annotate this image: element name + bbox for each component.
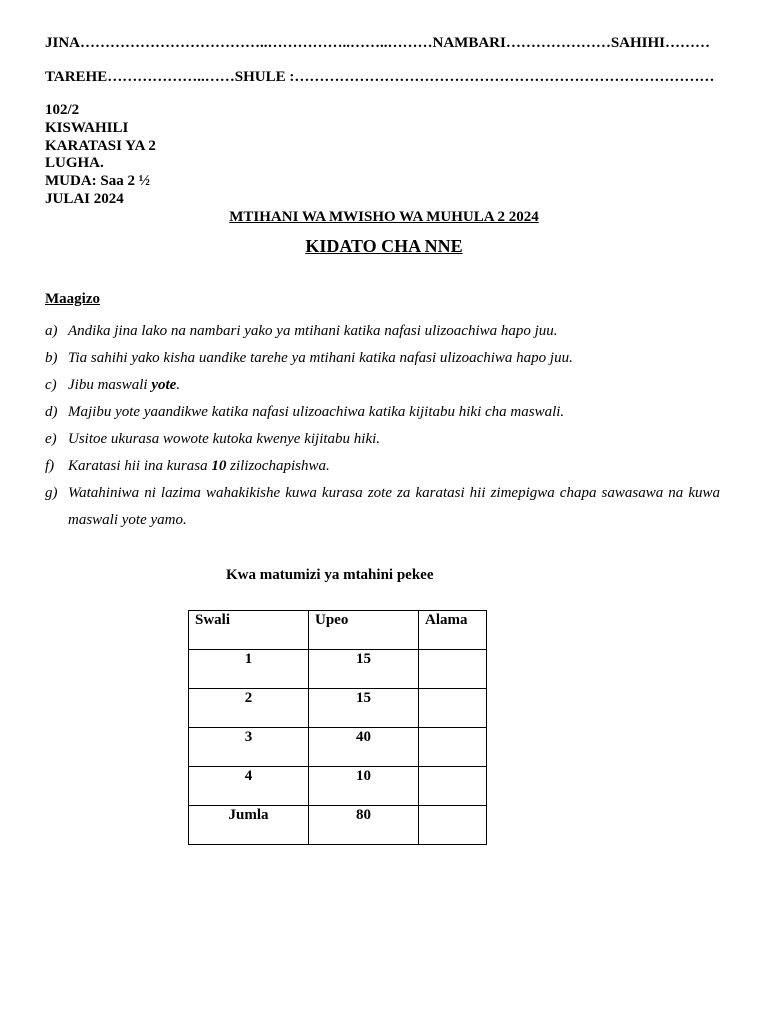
instruction-item [45, 399, 720, 426]
total-label-cell: Jumla [189, 806, 309, 845]
marks-table [188, 610, 487, 845]
instruction-emphasis: yote [151, 377, 177, 393]
marks-header-row [189, 611, 487, 650]
instruction-letter: b) [45, 350, 58, 366]
instruction-letter: d) [45, 404, 58, 420]
question-column-header: Swali [189, 611, 309, 650]
instruction-letter: g) [45, 485, 58, 501]
instruction-text: Usitoe ukurasa wowote kutoka kwenye kijitabu hiki. [68, 431, 381, 447]
instruction-item [45, 318, 720, 345]
instruction-text [68, 372, 720, 399]
max-marks-cell: 15 [309, 650, 419, 689]
instructions-heading: Maagizo [45, 291, 100, 307]
form-title: KIDATO CHA NNE [305, 236, 463, 256]
date-school-line[interactable]: TAREHE………………..……SHULE :………………………………………………………………………… [45, 69, 715, 85]
score-cell[interactable] [419, 650, 487, 689]
max-marks-cell: 40 [309, 728, 419, 767]
instruction-item [45, 345, 720, 372]
max-marks-cell: 15 [309, 689, 419, 728]
total-max-marks-cell: 80 [309, 806, 419, 845]
paper-number: KARATASI YA 2 [45, 137, 156, 154]
instruction-text [68, 453, 720, 480]
name-number-signature-line[interactable]: JINA………………………………..……………..……..………NAMBARI…………………SAHIHI……… [45, 35, 711, 51]
instruction-letter: a) [45, 323, 58, 339]
paper-topic: LUGHA. [45, 155, 104, 172]
instruction-text: Tia sahihi yako kisha uandike tarehe ya mtihani katika nafasi ulizoachiwa hapo juu. [68, 350, 573, 366]
instruction-text-end: . [176, 377, 181, 393]
instruction-letter: e) [45, 431, 57, 447]
exam-date: JULAI 2024 [45, 190, 124, 207]
instruction-text-start: Jibu maswali [68, 377, 152, 393]
table-row [189, 728, 487, 767]
instruction-item [45, 426, 720, 453]
instruction-item [45, 480, 720, 534]
instruction-item [45, 372, 720, 399]
instruction-item [45, 453, 720, 480]
question-number-cell: 2 [189, 689, 309, 728]
instruction-text: Majibu yote yaandikwe katika nafasi ulizoachiwa katika kijitabu hiki cha maswali. [68, 404, 565, 420]
score-cell[interactable] [419, 728, 487, 767]
total-score-cell[interactable] [419, 806, 487, 845]
question-number-cell: 3 [189, 728, 309, 767]
paper-code: 102/2 [45, 102, 80, 118]
instruction-letter: c) [45, 377, 57, 393]
score-cell[interactable] [419, 689, 487, 728]
table-row [189, 806, 487, 845]
subject-name: KISWAHILI [45, 119, 129, 136]
max-marks-cell: 10 [309, 767, 419, 806]
instruction-text-end: zilizochapishwa. [226, 458, 330, 474]
examiner-use-title: Kwa matumizi ya mtahini pekee [226, 567, 434, 583]
exam-title: MTIHANI WA MWISHO WA MUHULA 2 2024 [229, 209, 539, 225]
instructions-list [45, 318, 720, 534]
question-number-cell: 1 [189, 650, 309, 689]
instruction-emphasis: 10 [211, 458, 227, 474]
instruction-text: Andika jina lako na nambari yako ya mtihani katika nafasi ulizoachiwa hapo juu. [68, 323, 558, 339]
table-row [189, 650, 487, 689]
score-column-header: Alama [419, 611, 487, 650]
instruction-letter: f) [45, 458, 55, 474]
paper-details [45, 102, 156, 209]
score-cell[interactable] [419, 767, 487, 806]
table-row [189, 689, 487, 728]
table-row [189, 767, 487, 806]
instruction-text: Watahiniwa ni lazima wahakikishe kuwa kurasa zote za karatasi hii zimepigwa chapa sawasawa na kuwa maswali yote yamo. [68, 485, 720, 528]
question-number-cell: 4 [189, 767, 309, 806]
max-marks-column-header: Upeo [309, 611, 419, 650]
instruction-text-start: Karatasi hii ina kurasa [68, 458, 212, 474]
exam-duration: MUDA: Saa 2 ½ [45, 173, 150, 190]
